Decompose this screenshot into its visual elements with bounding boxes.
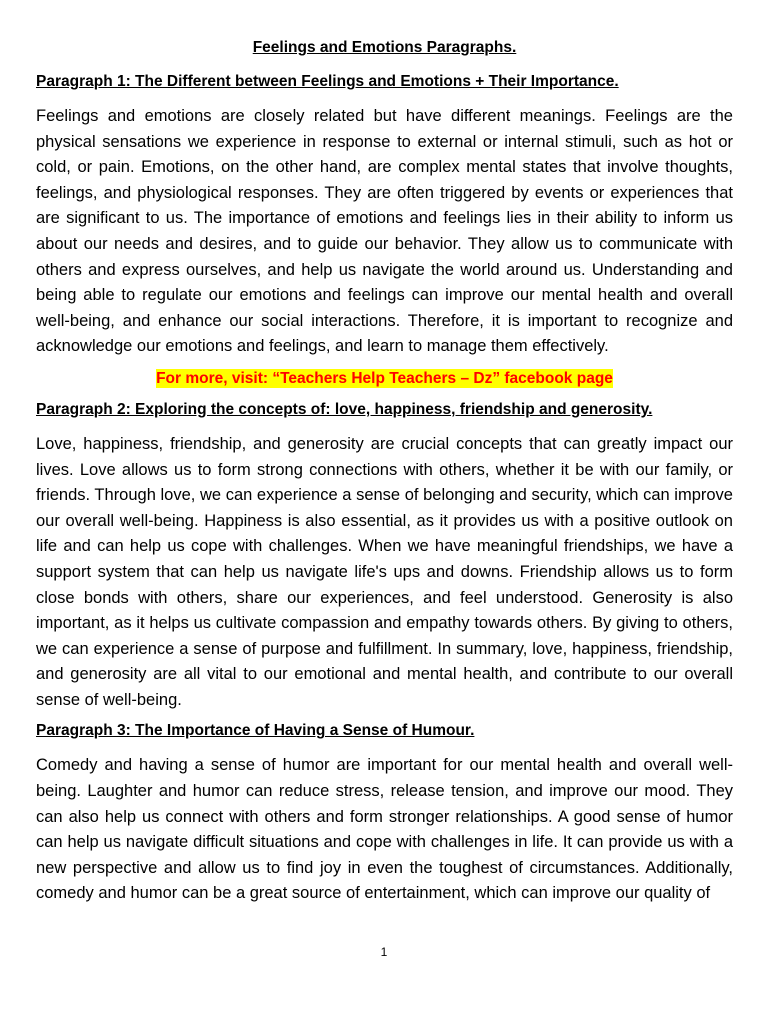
section-heading-1: Paragraph 1: The Different between Feelings and Emotions + Their Importance. [36, 73, 619, 90]
page-content [36, 38, 733, 915]
section-heading-2: Paragraph 2: Exploring the concepts of: love, happiness, friendship and generosity. [36, 400, 653, 418]
section-paragraph-2: Love, happiness, friendship, and generosity are crucial concepts that can greatly impact our lives. Love allows us to form strong connections with others, whether it be with our family, or friends. Through love, we can experience a sense of belonging and security, which can improve our overall well-being. Happiness is also essential, as it provides us with a positive outlook on life and can help us cope with challenges. When we have meaningful friendships, we have a support system that can help us navigate life's ups and downs. Friendship allows us to form close bonds with others, share our experiences, and feel understood. Generosity is also important, as it helps us cultivate compassion and empathy towards others. By giving to others, we can experience a sense of purpose and fulfillment. In summary, love, happiness, friendship, and generosity are all vital to our emotional and mental health, and contribute to our overall sense of well-being. [36, 434, 733, 709]
page-number: 1 [380, 945, 388, 959]
document-title: Feelings and Emotions Paragraphs. [252, 39, 517, 56]
section-paragraph-1: Feelings and emotions are closely related but have different meanings. Feelings are the physical sensations we experience in response to external or internal stimuli, such as hot or cold, or pain. Emotions, on the other hand, are complex mental states that involve thoughts, feelings, and physiological responses. They are often triggered by events or experiences that are significant to us. The importance of emotions and feelings lies in their ability to inform us about our needs and desires, and to guide our behavior. They allow us to communicate with others and express ourselves, and help us navigate the world around us. Understanding and being able to regulate our emotions and feelings can improve our mental health and overall well-being, and enhance our social interactions. Therefore, it is important to recognize and acknowledge our emotions and feelings, and learn to manage them effectively. [36, 107, 733, 356]
promo-banner [36, 368, 733, 390]
section-paragraph-3: Comedy and having a sense of humor are important for our mental health and overall well-being. Laughter and humor can reduce stress, release tension, and improve our mood. They can also help us connect with others and form stronger relationships. A good sense of humor can help us navigate difficult situations and cope with challenges in life. It can provide us with a new perspective and allow us to find joy in even the toughest of circumstances. Additionally, comedy and humor can be a great source of entertainment, which can improve our quality of [36, 756, 733, 903]
section-heading-3: Paragraph 3: The Importance of Having a Sense of Humour. [36, 722, 475, 740]
promo-text: For more, visit: “Teachers Help Teachers – Dz” facebook page [156, 369, 613, 387]
